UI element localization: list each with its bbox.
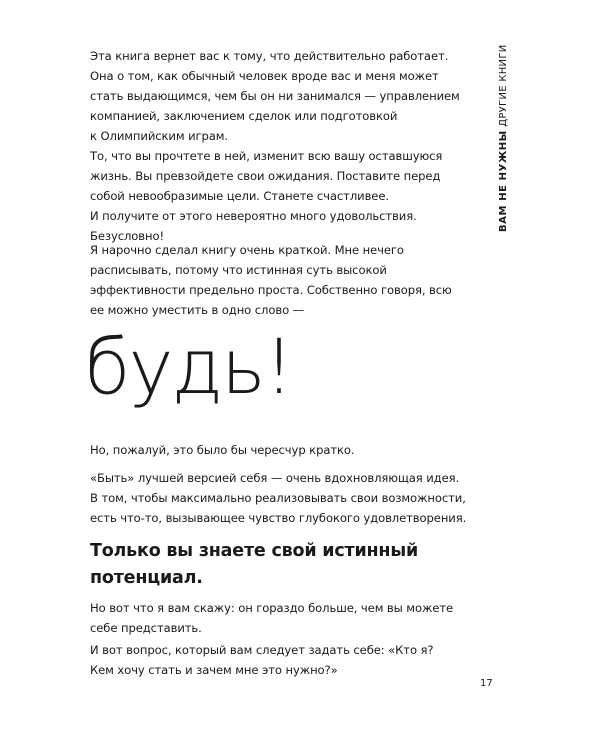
running-head-title: ВАМ НЕ НУЖНЫ xyxy=(498,130,509,232)
section-heading: Только вы знаете свой истинный потенциал. xyxy=(90,541,419,588)
paragraph-text: Я нарочно сделал книгу очень краткой. Мне нечего расписывать, потому что истинная суть высокой эффективности предельно проста. Собственно говоря, всю ее можно уместить в одно слово — xyxy=(90,243,452,317)
paragraph-text: И вот вопрос, который вам следует задать себе: «Кто я? Кем хочу стать и зачем мне это нужно?» xyxy=(90,643,434,677)
paragraph-text: То, что вы прочтете в ней, изменит всю вашу оставшуюся жизнь. Вы превзойдете свои ожидания. Поставите перед собой невообразимые цели. Станете счастливее. И получите от этого невероятно много удовольствия. Безусловно! xyxy=(90,149,443,243)
paragraph-text: Но вот что я вам скажу: он гораздо больше, чем вы можете себе представить. xyxy=(90,601,454,635)
paragraph-text: Эта книга вернет вас к тому, что действительно работает. Она о том, как обычный человек вроде вас и меня может стать выдающимся, чем бы он ни занимался — управлением компанией, заключением сделок или подготовкой к Олимпийским играм. xyxy=(90,49,460,143)
page-number: 17 xyxy=(480,678,493,689)
paragraph-5 xyxy=(90,468,470,528)
paragraph-4 xyxy=(90,440,470,460)
paragraph-text: «Быть» лучшей версией себя — очень вдохновляющая идея. В том, чтобы максимально реализовывать свои возможности, есть что-то, вызывающее чувство глубокого удовлетворения. xyxy=(90,471,467,525)
running-head xyxy=(498,44,509,232)
paragraph-7 xyxy=(90,640,470,680)
paragraph-1 xyxy=(90,46,470,146)
big-word: будь! xyxy=(84,322,293,411)
paragraph-2 xyxy=(90,146,470,246)
paragraph-text: Но, пожалуй, это было бы чересчур кратко. xyxy=(90,443,355,457)
running-head-subtitle: ДРУГИЕ КНИГИ xyxy=(498,44,509,127)
paragraph-3 xyxy=(90,240,470,320)
paragraph-6 xyxy=(90,598,470,638)
